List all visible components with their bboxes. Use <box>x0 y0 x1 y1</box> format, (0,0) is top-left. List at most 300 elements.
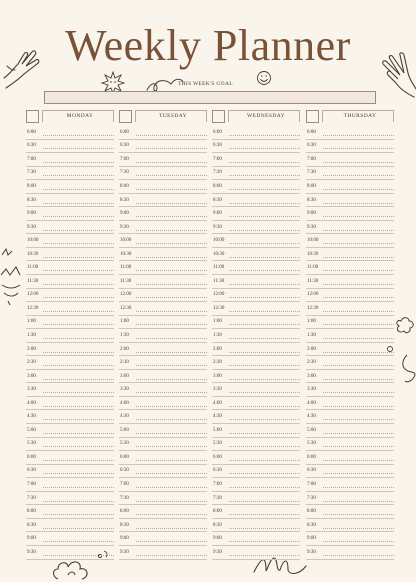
time-slot-row[interactable] <box>119 275 207 289</box>
entry-line[interactable] <box>229 162 300 163</box>
entry-line[interactable] <box>43 460 114 461</box>
entry-line[interactable] <box>43 284 114 285</box>
time-slot-row[interactable] <box>26 370 114 384</box>
time-slot-row[interactable] <box>26 478 114 492</box>
time-slot-row[interactable] <box>212 438 300 452</box>
time-slot-row[interactable] <box>212 140 300 154</box>
time-slot-row[interactable] <box>119 153 207 167</box>
entry-line[interactable] <box>323 203 394 204</box>
day-checkbox[interactable] <box>306 110 319 123</box>
entry-line[interactable] <box>229 528 300 529</box>
time-label: 2:00 <box>213 346 222 352</box>
time-slot-row[interactable] <box>119 478 207 492</box>
entry-line[interactable] <box>43 352 114 353</box>
entry-line[interactable] <box>43 230 114 231</box>
smiley-doodle-icon <box>256 70 272 86</box>
time-slot-row[interactable] <box>212 261 300 275</box>
entry-line[interactable] <box>323 257 394 258</box>
time-label: 7:30 <box>27 495 36 501</box>
entry-line[interactable] <box>323 365 394 366</box>
time-slot-row[interactable] <box>26 275 114 289</box>
time-slot-row[interactable] <box>306 275 394 289</box>
entry-line[interactable] <box>43 243 114 244</box>
entry-line[interactable] <box>229 406 300 407</box>
time-slot-row[interactable] <box>306 465 394 479</box>
time-slot-row[interactable] <box>212 424 300 438</box>
time-label: 11:00 <box>27 265 39 271</box>
time-slot-row[interactable] <box>212 316 300 330</box>
time-slot-row[interactable] <box>26 153 114 167</box>
entry-line[interactable] <box>136 297 207 298</box>
time-slot-row[interactable] <box>119 383 207 397</box>
time-slot-row[interactable] <box>306 289 394 303</box>
entry-line[interactable] <box>323 406 394 407</box>
entry-line[interactable] <box>323 514 394 515</box>
entry-line[interactable] <box>136 175 207 176</box>
entry-line[interactable] <box>136 473 207 474</box>
time-slot-row[interactable] <box>306 397 394 411</box>
time-slot-row[interactable] <box>306 194 394 208</box>
time-slot-row[interactable] <box>212 519 300 533</box>
day-checkbox[interactable] <box>212 110 225 123</box>
entry-line[interactable] <box>323 433 394 434</box>
entry-line[interactable] <box>229 311 300 312</box>
entry-line[interactable] <box>229 284 300 285</box>
time-slot-row[interactable] <box>119 356 207 370</box>
time-slot-row[interactable] <box>26 140 114 154</box>
entry-line[interactable] <box>323 284 394 285</box>
time-label: 1:00 <box>120 319 129 325</box>
time-slot-row[interactable] <box>306 221 394 235</box>
entry-line[interactable] <box>43 311 114 312</box>
time-label: 10:30 <box>307 251 319 257</box>
time-slot-row[interactable] <box>306 451 394 465</box>
time-slot-row[interactable] <box>119 126 207 140</box>
time-slot-row[interactable] <box>306 180 394 194</box>
time-slot-row[interactable] <box>119 248 207 262</box>
time-slot-row[interactable] <box>212 167 300 181</box>
time-label: 7:00 <box>120 481 129 487</box>
time-label: 9:30 <box>120 549 129 555</box>
entry-line[interactable] <box>43 270 114 271</box>
entry-line[interactable] <box>43 541 114 542</box>
time-slot-row[interactable] <box>119 465 207 479</box>
entry-line[interactable] <box>43 297 114 298</box>
time-label: 4:00 <box>27 400 36 406</box>
time-label: 5:00 <box>120 427 129 433</box>
entry-line[interactable] <box>43 175 114 176</box>
time-slot-row[interactable] <box>26 356 114 370</box>
time-label: 8:30 <box>307 197 316 203</box>
time-slot-row[interactable] <box>119 180 207 194</box>
entry-line[interactable] <box>43 528 114 529</box>
time-slot-row[interactable] <box>306 167 394 181</box>
time-slot-row[interactable] <box>306 207 394 221</box>
entry-line[interactable] <box>136 189 207 190</box>
time-label: 4:00 <box>120 400 129 406</box>
entry-line[interactable] <box>43 257 114 258</box>
time-slot-row[interactable] <box>306 343 394 357</box>
time-slot-row[interactable] <box>212 153 300 167</box>
time-label: 7:30 <box>27 170 36 176</box>
entry-line[interactable] <box>43 148 114 149</box>
entry-line[interactable] <box>136 270 207 271</box>
time-slot-row[interactable] <box>212 289 300 303</box>
entry-line[interactable] <box>43 189 114 190</box>
entry-line[interactable] <box>136 338 207 339</box>
entry-line[interactable] <box>136 419 207 420</box>
entry-line[interactable] <box>229 487 300 488</box>
time-slot-row[interactable] <box>26 234 114 248</box>
time-slot-row[interactable] <box>212 275 300 289</box>
entry-line[interactable] <box>136 541 207 542</box>
entry-line[interactable] <box>323 175 394 176</box>
time-slot-row[interactable] <box>306 383 394 397</box>
entry-line[interactable] <box>229 352 300 353</box>
time-slot-row[interactable] <box>306 153 394 167</box>
entry-line[interactable] <box>323 311 394 312</box>
time-slot-row[interactable] <box>26 465 114 479</box>
entry-line[interactable] <box>43 501 114 502</box>
entry-line[interactable] <box>136 487 207 488</box>
time-slot-row[interactable] <box>212 370 300 384</box>
time-slot-row[interactable] <box>26 261 114 275</box>
time-slot-row[interactable] <box>26 167 114 181</box>
time-slot-row[interactable] <box>119 397 207 411</box>
entry-line[interactable] <box>136 555 207 556</box>
entry-line[interactable] <box>43 216 114 217</box>
time-slot-row[interactable] <box>119 546 207 560</box>
day-label: TUESDAY <box>159 113 187 119</box>
time-slot-row[interactable] <box>119 492 207 506</box>
time-slot-row[interactable] <box>212 302 300 316</box>
entry-line[interactable] <box>43 419 114 420</box>
day-checkbox[interactable] <box>119 110 132 123</box>
entry-line[interactable] <box>323 446 394 447</box>
time-slot-row[interactable] <box>212 221 300 235</box>
time-slot-row[interactable] <box>119 140 207 154</box>
time-slot-row[interactable] <box>119 451 207 465</box>
time-slot-row[interactable] <box>26 397 114 411</box>
entry-line[interactable] <box>229 297 300 298</box>
entry-line[interactable] <box>136 162 207 163</box>
entry-line[interactable] <box>43 392 114 393</box>
time-slot-row[interactable] <box>212 180 300 194</box>
time-slot-row[interactable] <box>306 410 394 424</box>
time-slot-row[interactable] <box>306 424 394 438</box>
time-slot-row[interactable] <box>119 343 207 357</box>
time-slot-row[interactable] <box>306 126 394 140</box>
time-slot-row[interactable] <box>119 424 207 438</box>
entry-line[interactable] <box>136 324 207 325</box>
entry-line[interactable] <box>229 270 300 271</box>
time-slot-row[interactable] <box>306 248 394 262</box>
time-label: 8:00 <box>27 183 36 189</box>
time-slot-row[interactable] <box>119 302 207 316</box>
time-slot-row[interactable] <box>119 329 207 343</box>
time-slot-row[interactable] <box>26 248 114 262</box>
entry-line[interactable] <box>323 270 394 271</box>
entry-line[interactable] <box>229 135 300 136</box>
time-slot-row[interactable] <box>212 329 300 343</box>
entry-line[interactable] <box>229 446 300 447</box>
entry-line[interactable] <box>229 243 300 244</box>
entry-line[interactable] <box>323 189 394 190</box>
goal-input[interactable] <box>44 91 376 104</box>
time-slot-row[interactable] <box>26 180 114 194</box>
entry-line[interactable] <box>229 257 300 258</box>
time-slot-row[interactable] <box>119 207 207 221</box>
entry-line[interactable] <box>229 501 300 502</box>
entry-line[interactable] <box>229 189 300 190</box>
entry-line[interactable] <box>323 460 394 461</box>
time-slot-row[interactable] <box>119 519 207 533</box>
time-slot-row[interactable] <box>26 438 114 452</box>
entry-line[interactable] <box>323 487 394 488</box>
entry-line[interactable] <box>323 148 394 149</box>
entry-line[interactable] <box>229 392 300 393</box>
entry-line[interactable] <box>323 528 394 529</box>
entry-line[interactable] <box>43 379 114 380</box>
time-slot-row[interactable] <box>306 261 394 275</box>
entry-line[interactable] <box>229 230 300 231</box>
entry-line[interactable] <box>229 148 300 149</box>
time-slot-row[interactable] <box>306 140 394 154</box>
entry-line[interactable] <box>136 501 207 502</box>
time-slot-row[interactable] <box>26 532 114 546</box>
entry-line[interactable] <box>43 406 114 407</box>
entry-line[interactable] <box>229 216 300 217</box>
entry-line[interactable] <box>43 473 114 474</box>
time-slot-row[interactable] <box>26 519 114 533</box>
day-header <box>119 110 207 124</box>
entry-line[interactable] <box>136 257 207 258</box>
entry-line[interactable] <box>323 135 394 136</box>
entry-line[interactable] <box>229 175 300 176</box>
entry-line[interactable] <box>136 514 207 515</box>
time-slot-row[interactable] <box>119 438 207 452</box>
time-slot-row[interactable] <box>26 316 114 330</box>
time-slot-row[interactable] <box>119 316 207 330</box>
time-slot-row[interactable] <box>212 194 300 208</box>
time-slot-row[interactable] <box>119 194 207 208</box>
entry-line[interactable] <box>136 433 207 434</box>
entry-line[interactable] <box>136 148 207 149</box>
entry-line[interactable] <box>323 473 394 474</box>
time-slot-row[interactable] <box>26 343 114 357</box>
time-label: 11:00 <box>120 265 132 271</box>
time-slot-row[interactable] <box>212 410 300 424</box>
entry-line[interactable] <box>136 446 207 447</box>
entry-line[interactable] <box>229 338 300 339</box>
time-label: 6:30 <box>27 143 36 149</box>
time-slot-row[interactable] <box>306 302 394 316</box>
time-slot-row[interactable] <box>119 370 207 384</box>
time-slot-row[interactable] <box>212 492 300 506</box>
entry-line[interactable] <box>136 365 207 366</box>
time-slot-row[interactable] <box>306 329 394 343</box>
entry-line[interactable] <box>229 514 300 515</box>
entry-line[interactable] <box>43 203 114 204</box>
time-slot-row[interactable] <box>26 221 114 235</box>
time-label: 10:30 <box>27 251 39 257</box>
entry-line[interactable] <box>323 392 394 393</box>
entry-line[interactable] <box>136 392 207 393</box>
time-slot-row[interactable] <box>119 505 207 519</box>
time-label: 2:30 <box>307 360 316 366</box>
time-slot-row[interactable] <box>306 316 394 330</box>
entry-line[interactable] <box>229 460 300 461</box>
entry-line[interactable] <box>323 297 394 298</box>
entry-line[interactable] <box>323 230 394 231</box>
time-slot-row[interactable] <box>306 234 394 248</box>
time-label: 9:30 <box>120 224 129 230</box>
entry-line[interactable] <box>136 284 207 285</box>
time-slot-row[interactable] <box>306 478 394 492</box>
time-label: 9:00 <box>213 536 222 542</box>
entry-line[interactable] <box>136 311 207 312</box>
time-slot-row[interactable] <box>119 221 207 235</box>
time-slot-row[interactable] <box>212 478 300 492</box>
entry-line[interactable] <box>323 541 394 542</box>
time-slot-row[interactable] <box>26 194 114 208</box>
time-slot-row[interactable] <box>119 532 207 546</box>
entry-line[interactable] <box>136 135 207 136</box>
time-slot-row[interactable] <box>119 261 207 275</box>
entry-line[interactable] <box>323 501 394 502</box>
entry-line[interactable] <box>323 243 394 244</box>
time-slot-row[interactable] <box>306 370 394 384</box>
entry-line[interactable] <box>43 446 114 447</box>
time-slot-row[interactable] <box>306 532 394 546</box>
time-slot-row[interactable] <box>306 492 394 506</box>
entry-line[interactable] <box>229 379 300 380</box>
time-slot-row[interactable] <box>212 383 300 397</box>
entry-line[interactable] <box>229 324 300 325</box>
time-slot-row[interactable] <box>212 451 300 465</box>
entry-line[interactable] <box>323 338 394 339</box>
entry-line[interactable] <box>43 514 114 515</box>
entry-line[interactable] <box>136 230 207 231</box>
day-column-tuesday <box>119 110 207 560</box>
time-slot-row[interactable] <box>26 451 114 465</box>
time-label: 8:30 <box>213 522 222 528</box>
time-label: 12:30 <box>27 305 39 311</box>
time-slot-row[interactable] <box>26 546 114 560</box>
day-checkbox[interactable] <box>26 110 39 123</box>
time-label: 9:30 <box>307 549 316 555</box>
entry-line[interactable] <box>136 528 207 529</box>
time-slot-row[interactable] <box>212 505 300 519</box>
entry-line[interactable] <box>136 203 207 204</box>
time-slot-row[interactable] <box>212 248 300 262</box>
time-slot-row[interactable] <box>26 126 114 140</box>
entry-line[interactable] <box>323 555 394 556</box>
time-slot-row[interactable] <box>26 492 114 506</box>
time-label: 8:00 <box>213 183 222 189</box>
entry-line[interactable] <box>43 433 114 434</box>
time-slot-row[interactable] <box>26 505 114 519</box>
time-label: 6:00 <box>213 454 222 460</box>
entry-line[interactable] <box>43 365 114 366</box>
time-label: 6:30 <box>213 468 222 474</box>
entry-line[interactable] <box>323 419 394 420</box>
time-slot-row[interactable] <box>306 356 394 370</box>
time-label: 6:30 <box>213 143 222 149</box>
time-label: 11:30 <box>27 278 39 284</box>
time-slot-row[interactable] <box>212 207 300 221</box>
time-slot-row[interactable] <box>212 126 300 140</box>
entry-line[interactable] <box>136 243 207 244</box>
entry-line[interactable] <box>229 541 300 542</box>
time-slot-row[interactable] <box>26 302 114 316</box>
time-label: 1:30 <box>307 332 316 338</box>
time-slot-row[interactable] <box>212 356 300 370</box>
entry-line[interactable] <box>43 135 114 136</box>
time-label: 8:30 <box>120 197 129 203</box>
time-slot-row[interactable] <box>212 546 300 560</box>
time-slot-row[interactable] <box>119 289 207 303</box>
entry-line[interactable] <box>323 162 394 163</box>
entry-line[interactable] <box>136 406 207 407</box>
time-label: 8:00 <box>213 509 222 515</box>
entry-line[interactable] <box>229 419 300 420</box>
entry-line[interactable] <box>43 324 114 325</box>
entry-line[interactable] <box>323 216 394 217</box>
time-slot-row[interactable] <box>212 465 300 479</box>
hand-doodle-icon <box>2 48 42 93</box>
time-slot-row[interactable] <box>119 410 207 424</box>
entry-line[interactable] <box>229 433 300 434</box>
time-slot-row[interactable] <box>119 234 207 248</box>
entry-line[interactable] <box>136 460 207 461</box>
time-label: 4:30 <box>120 414 129 420</box>
time-slot-row[interactable] <box>26 383 114 397</box>
entry-line[interactable] <box>136 352 207 353</box>
time-slot-row[interactable] <box>26 207 114 221</box>
entry-line[interactable] <box>229 203 300 204</box>
time-slot-row[interactable] <box>306 505 394 519</box>
time-slot-row[interactable] <box>306 438 394 452</box>
entry-line[interactable] <box>43 487 114 488</box>
time-slot-row[interactable] <box>212 532 300 546</box>
time-slot-row[interactable] <box>26 329 114 343</box>
time-slot-row[interactable] <box>212 234 300 248</box>
time-slot-row[interactable] <box>119 167 207 181</box>
entry-line[interactable] <box>229 473 300 474</box>
time-label: 5:30 <box>27 441 36 447</box>
time-slot-row[interactable] <box>26 410 114 424</box>
entry-line[interactable] <box>229 555 300 556</box>
time-slot-row[interactable] <box>306 519 394 533</box>
entry-line[interactable] <box>229 365 300 366</box>
entry-line[interactable] <box>136 216 207 217</box>
time-slot-row[interactable] <box>26 424 114 438</box>
entry-line[interactable] <box>323 379 394 380</box>
entry-line[interactable] <box>323 324 394 325</box>
time-slot-row[interactable] <box>306 546 394 560</box>
time-slot-row[interactable] <box>212 397 300 411</box>
entry-line[interactable] <box>323 352 394 353</box>
entry-line[interactable] <box>43 555 114 556</box>
entry-line[interactable] <box>136 379 207 380</box>
time-label: 8:00 <box>27 509 36 515</box>
entry-line[interactable] <box>43 162 114 163</box>
time-label: 3:00 <box>120 373 129 379</box>
time-slot-row[interactable] <box>212 343 300 357</box>
entry-line[interactable] <box>43 338 114 339</box>
time-slot-row[interactable] <box>26 289 114 303</box>
